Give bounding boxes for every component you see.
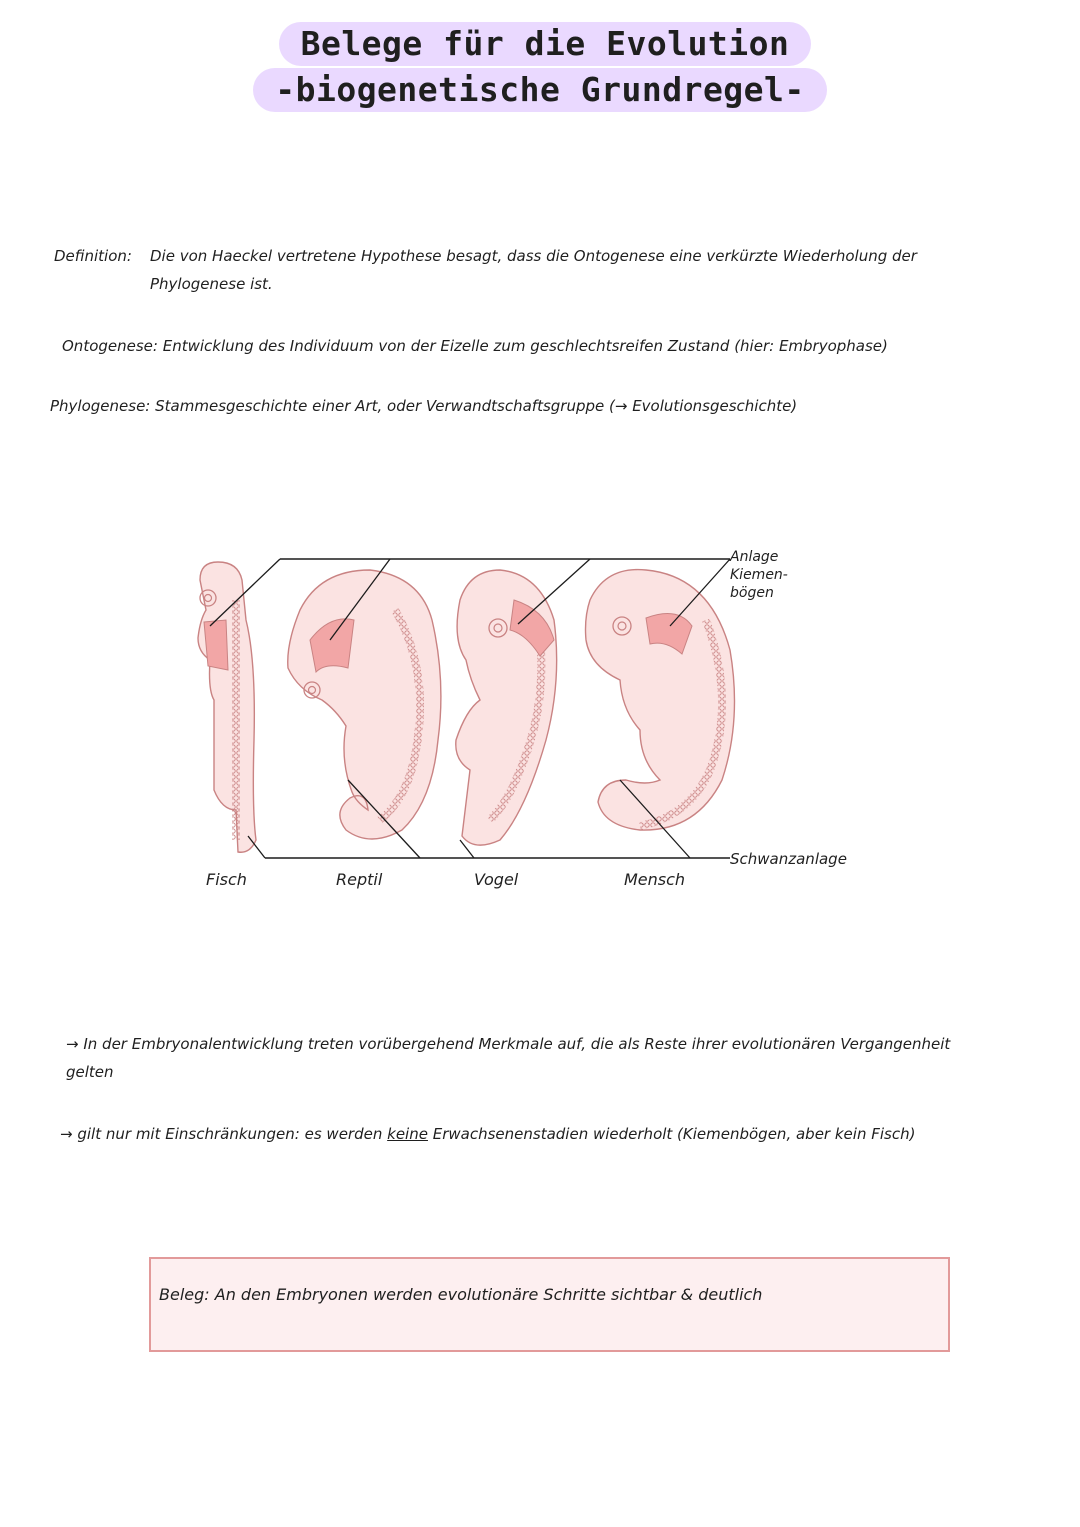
conclusion-2-pre-keyword: es werden (304, 1125, 383, 1143)
phylogenese-label: Phylogenese: (50, 397, 151, 415)
embryo-comparison-figure (170, 540, 910, 900)
conclusion-1-text: In der Embryonalentwicklung treten vorübergehend Merkmale auf, die als Reste ihrer evolutionären Vergangenheit gelten (66, 1035, 951, 1081)
annotation-line-3: bögen (730, 585, 774, 601)
phylogenese-text: Stammesgeschichte einer Art, oder Verwandtschaftsgruppe (→ Evolutionsgeschichte) (155, 397, 798, 415)
conclusion-2 (60, 1120, 1060, 1148)
page-subtitle: -biogenetische Grundregel- (253, 68, 827, 112)
reptile-embryo (288, 559, 441, 858)
definition-text: Die von Haeckel vertretene Hypothese besagt, dass die Ontogenese eine verkürzte Wiederholung der Phylogenese ist. (150, 247, 917, 293)
definition-label: Definition: (54, 247, 132, 265)
page-title: Belege für die Evolution (279, 22, 812, 66)
conclusion-1 (66, 1030, 986, 1086)
ontogenese-label: Ontogenese: (62, 337, 158, 355)
beleg-label: Beleg: (159, 1285, 210, 1304)
bird-embryo (456, 559, 590, 858)
beleg-box (149, 1257, 950, 1352)
label-fisch: Fisch (206, 870, 247, 889)
tail-annotation: Schwanzanlage (730, 850, 847, 868)
conclusion-2-keyword: keine (387, 1125, 428, 1143)
beleg-line (159, 1285, 762, 1304)
embryo-drawing (170, 540, 910, 900)
gill-arch-annotation (730, 548, 788, 602)
arrow-icon: → (66, 1035, 79, 1053)
annotation-line-2: Kiemen- (730, 567, 788, 583)
human-embryo (586, 559, 735, 858)
conclusion-2-prefix: gilt nur mit Einschränkungen: (77, 1125, 300, 1143)
ontogenese-text: Entwicklung des Individuum von der Eizelle zum geschlechtsreifen Zustand (hier: Embryophase) (162, 337, 888, 355)
title-block (0, 22, 1080, 112)
label-vogel: Vogel (474, 870, 519, 889)
arrow-icon: → (60, 1125, 73, 1143)
conclusion-2-suffix: Erwachsenenstadien wiederholt (Kiemenbögen, aber kein Fisch) (432, 1125, 916, 1143)
label-mensch: Mensch (624, 870, 686, 889)
ontogenese-line (62, 332, 1042, 360)
label-reptil: Reptil (336, 870, 383, 889)
annotation-line-1: Anlage (730, 549, 779, 565)
beleg-text: An den Embryonen werden evolutionäre Schritte sichtbar & deutlich (214, 1285, 763, 1304)
fish-embryo (198, 559, 280, 858)
phylogenese-line (50, 392, 1050, 420)
